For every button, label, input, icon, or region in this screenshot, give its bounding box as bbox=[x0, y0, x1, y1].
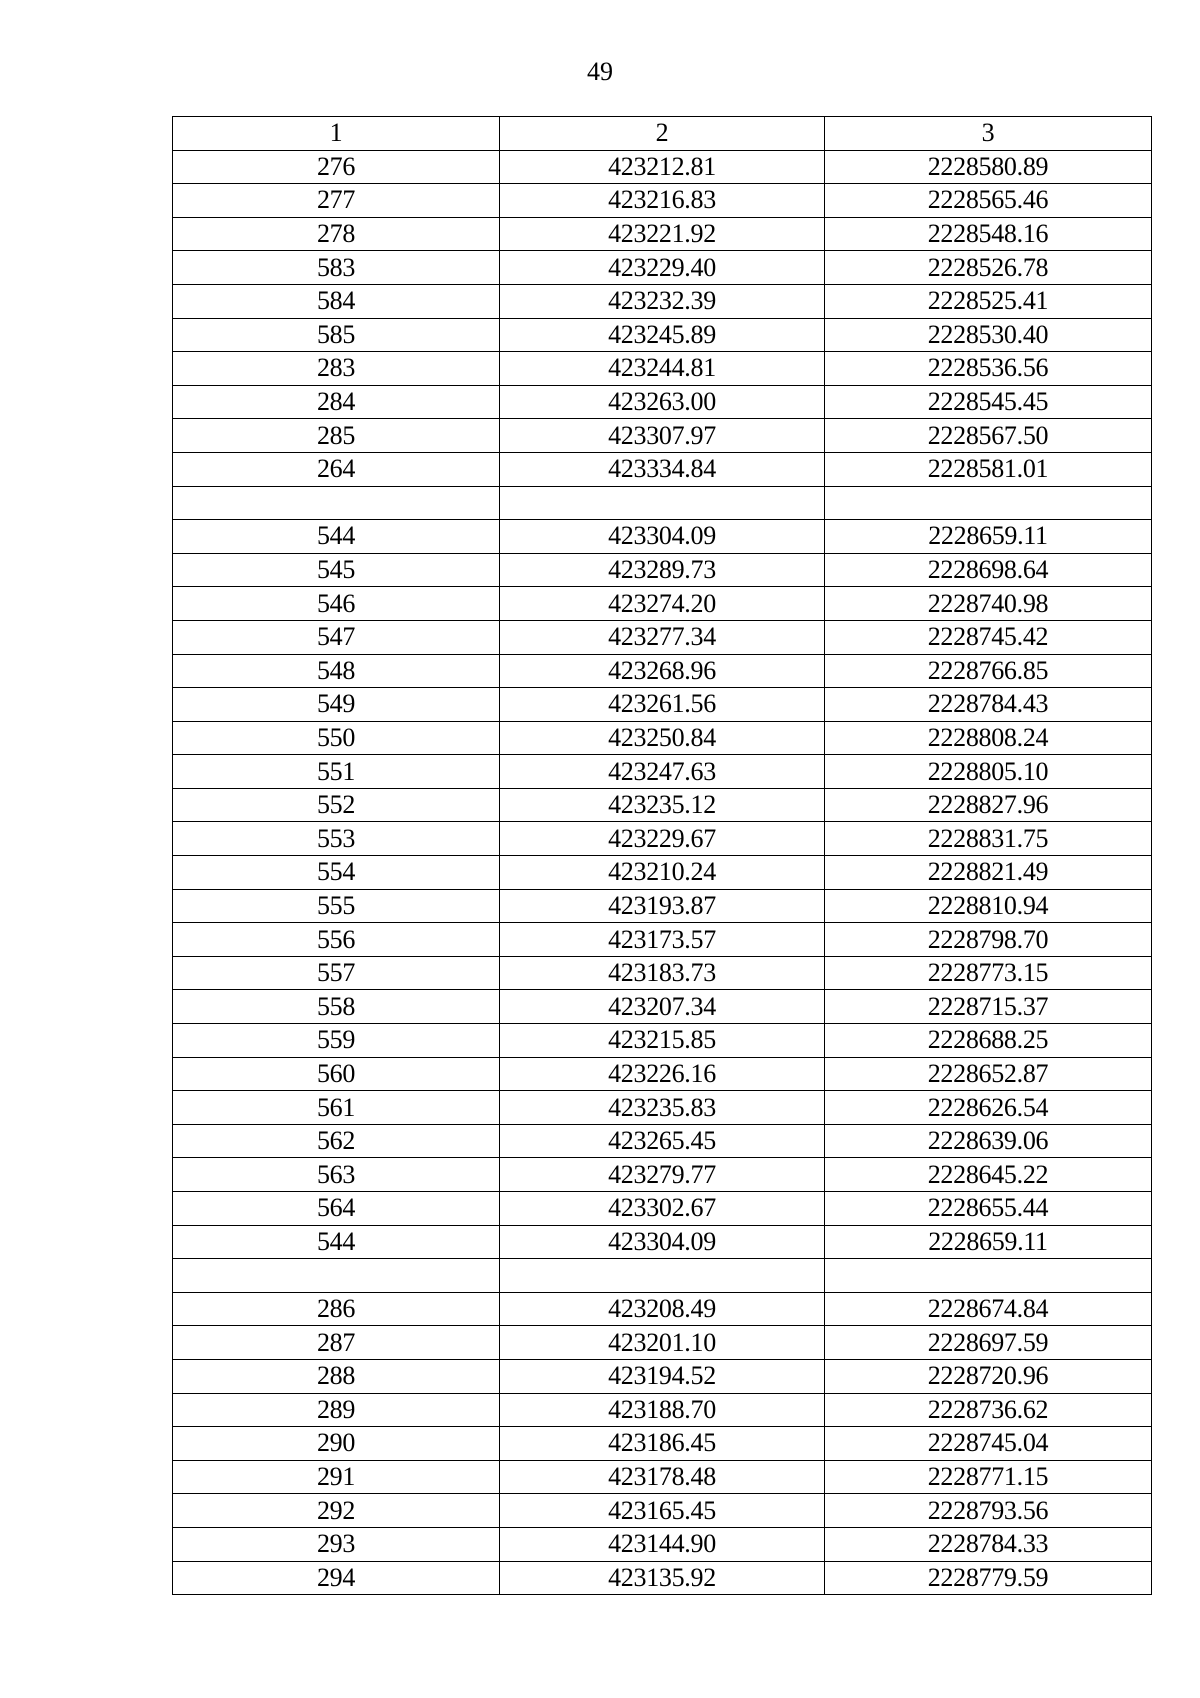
cell-point-number: 553 bbox=[173, 822, 500, 856]
cell-point-number: 544 bbox=[173, 520, 500, 554]
cell-point-number: 289 bbox=[173, 1393, 500, 1427]
cell-point-number: 585 bbox=[173, 318, 500, 352]
cell-x-coordinate: 423235.12 bbox=[500, 788, 825, 822]
cell-y-coordinate: 2228526.78 bbox=[825, 251, 1152, 285]
cell-y-coordinate: 2228645.22 bbox=[825, 1158, 1152, 1192]
cell-point-number: 291 bbox=[173, 1460, 500, 1494]
cell-x-coordinate: 423178.48 bbox=[500, 1460, 825, 1494]
table-row bbox=[173, 1359, 1152, 1393]
page-number: 49 bbox=[587, 57, 613, 86]
cell-y-coordinate: 2228715.37 bbox=[825, 990, 1152, 1024]
cell-x-coordinate: 423135.92 bbox=[500, 1561, 825, 1595]
cell-point-number: 294 bbox=[173, 1561, 500, 1595]
coordinates-table bbox=[172, 116, 1152, 1595]
cell-x-coordinate: 423334.84 bbox=[500, 452, 825, 486]
cell-point-number: 558 bbox=[173, 990, 500, 1024]
cell-y-coordinate: 2228831.75 bbox=[825, 822, 1152, 856]
table-row bbox=[173, 1326, 1152, 1360]
cell-y-coordinate: 2228784.43 bbox=[825, 688, 1152, 722]
cell-x-coordinate: 423216.83 bbox=[500, 184, 825, 218]
table-row bbox=[173, 1225, 1152, 1259]
table-row bbox=[173, 822, 1152, 856]
cell-point-number: 555 bbox=[173, 889, 500, 923]
cell-x-coordinate: 423165.45 bbox=[500, 1494, 825, 1528]
table-row bbox=[173, 1292, 1152, 1326]
cell-point-number: 288 bbox=[173, 1359, 500, 1393]
table-row bbox=[173, 520, 1152, 554]
cell-point-number: 293 bbox=[173, 1527, 500, 1561]
table-row bbox=[173, 284, 1152, 318]
cell-x-coordinate: 423232.39 bbox=[500, 284, 825, 318]
cell-point-number: 584 bbox=[173, 284, 500, 318]
cell-x-coordinate bbox=[500, 486, 825, 520]
table-row bbox=[173, 923, 1152, 957]
cell-x-coordinate: 423277.34 bbox=[500, 620, 825, 654]
table-row bbox=[173, 251, 1152, 285]
cell-y-coordinate: 2228688.25 bbox=[825, 1024, 1152, 1058]
cell-y-coordinate: 2228740.98 bbox=[825, 587, 1152, 621]
table-header-row bbox=[173, 117, 1152, 151]
cell-x-coordinate: 423212.81 bbox=[500, 150, 825, 184]
table-row bbox=[173, 352, 1152, 386]
cell-x-coordinate: 423279.77 bbox=[500, 1158, 825, 1192]
cell-y-coordinate: 2228567.50 bbox=[825, 419, 1152, 453]
cell-y-coordinate bbox=[825, 1259, 1152, 1293]
table-row bbox=[173, 1494, 1152, 1528]
table-row bbox=[173, 1427, 1152, 1461]
cell-x-coordinate: 423207.34 bbox=[500, 990, 825, 1024]
cell-y-coordinate: 2228674.84 bbox=[825, 1292, 1152, 1326]
table-row bbox=[173, 1460, 1152, 1494]
cell-y-coordinate: 2228821.49 bbox=[825, 856, 1152, 890]
cell-point-number: 285 bbox=[173, 419, 500, 453]
cell-x-coordinate: 423229.40 bbox=[500, 251, 825, 285]
cell-y-coordinate: 2228773.15 bbox=[825, 956, 1152, 990]
cell-point-number bbox=[173, 1259, 500, 1293]
cell-x-coordinate bbox=[500, 1259, 825, 1293]
cell-point-number: 561 bbox=[173, 1091, 500, 1125]
cell-y-coordinate: 2228798.70 bbox=[825, 923, 1152, 957]
cell-y-coordinate: 2228545.45 bbox=[825, 385, 1152, 419]
cell-x-coordinate: 423201.10 bbox=[500, 1326, 825, 1360]
cell-x-coordinate: 423208.49 bbox=[500, 1292, 825, 1326]
cell-y-coordinate: 2228639.06 bbox=[825, 1124, 1152, 1158]
cell-x-coordinate: 423304.09 bbox=[500, 1225, 825, 1259]
cell-point-number: 549 bbox=[173, 688, 500, 722]
table-row bbox=[173, 1561, 1152, 1595]
cell-point-number: 563 bbox=[173, 1158, 500, 1192]
cell-point-number: 551 bbox=[173, 755, 500, 789]
cell-y-coordinate: 2228745.42 bbox=[825, 620, 1152, 654]
table-row bbox=[173, 721, 1152, 755]
cell-x-coordinate: 423304.09 bbox=[500, 520, 825, 554]
cell-y-coordinate: 2228652.87 bbox=[825, 1057, 1152, 1091]
table-row bbox=[173, 1192, 1152, 1226]
cell-x-coordinate: 423244.81 bbox=[500, 352, 825, 386]
cell-y-coordinate: 2228720.96 bbox=[825, 1359, 1152, 1393]
table-row bbox=[173, 755, 1152, 789]
cell-point-number: 287 bbox=[173, 1326, 500, 1360]
cell-x-coordinate: 423263.00 bbox=[500, 385, 825, 419]
cell-x-coordinate: 423173.57 bbox=[500, 923, 825, 957]
cell-point-number: 290 bbox=[173, 1427, 500, 1461]
column-header-3: 3 bbox=[825, 117, 1152, 151]
table-row bbox=[173, 688, 1152, 722]
table-row bbox=[173, 217, 1152, 251]
table-row bbox=[173, 1158, 1152, 1192]
column-header-2: 2 bbox=[500, 117, 825, 151]
cell-y-coordinate: 2228530.40 bbox=[825, 318, 1152, 352]
table-row bbox=[173, 553, 1152, 587]
cell-point-number: 292 bbox=[173, 1494, 500, 1528]
cell-y-coordinate: 2228698.64 bbox=[825, 553, 1152, 587]
cell-y-coordinate: 2228659.11 bbox=[825, 520, 1152, 554]
cell-point-number: 547 bbox=[173, 620, 500, 654]
table-row bbox=[173, 620, 1152, 654]
cell-y-coordinate: 2228779.59 bbox=[825, 1561, 1152, 1595]
cell-y-coordinate: 2228565.46 bbox=[825, 184, 1152, 218]
table-row bbox=[173, 318, 1152, 352]
cell-point-number bbox=[173, 486, 500, 520]
cell-y-coordinate: 2228771.15 bbox=[825, 1460, 1152, 1494]
cell-point-number: 559 bbox=[173, 1024, 500, 1058]
cell-x-coordinate: 423226.16 bbox=[500, 1057, 825, 1091]
cell-point-number: 564 bbox=[173, 1192, 500, 1226]
table-row bbox=[173, 1393, 1152, 1427]
cell-y-coordinate: 2228784.33 bbox=[825, 1527, 1152, 1561]
cell-point-number: 554 bbox=[173, 856, 500, 890]
cell-x-coordinate: 423235.83 bbox=[500, 1091, 825, 1125]
table-row bbox=[173, 184, 1152, 218]
cell-x-coordinate: 423186.45 bbox=[500, 1427, 825, 1461]
cell-point-number: 276 bbox=[173, 150, 500, 184]
cell-x-coordinate: 423229.67 bbox=[500, 822, 825, 856]
cell-y-coordinate: 2228810.94 bbox=[825, 889, 1152, 923]
cell-y-coordinate: 2228697.59 bbox=[825, 1326, 1152, 1360]
table-row bbox=[173, 1057, 1152, 1091]
cell-x-coordinate: 423250.84 bbox=[500, 721, 825, 755]
cell-point-number: 264 bbox=[173, 452, 500, 486]
table-row bbox=[173, 385, 1152, 419]
column-header-1: 1 bbox=[173, 117, 500, 151]
cell-point-number: 556 bbox=[173, 923, 500, 957]
cell-x-coordinate: 423274.20 bbox=[500, 587, 825, 621]
cell-y-coordinate: 2228793.56 bbox=[825, 1494, 1152, 1528]
cell-x-coordinate: 423268.96 bbox=[500, 654, 825, 688]
cell-y-coordinate: 2228745.04 bbox=[825, 1427, 1152, 1461]
cell-point-number: 286 bbox=[173, 1292, 500, 1326]
cell-point-number: 557 bbox=[173, 956, 500, 990]
table-row bbox=[173, 788, 1152, 822]
cell-y-coordinate: 2228655.44 bbox=[825, 1192, 1152, 1226]
cell-point-number: 283 bbox=[173, 352, 500, 386]
table-row bbox=[173, 1091, 1152, 1125]
cell-x-coordinate: 423261.56 bbox=[500, 688, 825, 722]
cell-x-coordinate: 423307.97 bbox=[500, 419, 825, 453]
cell-point-number: 544 bbox=[173, 1225, 500, 1259]
cell-point-number: 546 bbox=[173, 587, 500, 621]
table-row bbox=[173, 654, 1152, 688]
cell-x-coordinate: 423302.67 bbox=[500, 1192, 825, 1226]
table-row bbox=[173, 587, 1152, 621]
table-row-separator bbox=[173, 1259, 1152, 1293]
table-row bbox=[173, 990, 1152, 1024]
cell-point-number: 548 bbox=[173, 654, 500, 688]
cell-x-coordinate: 423144.90 bbox=[500, 1527, 825, 1561]
cell-x-coordinate: 423265.45 bbox=[500, 1124, 825, 1158]
cell-x-coordinate: 423215.85 bbox=[500, 1024, 825, 1058]
cell-x-coordinate: 423210.24 bbox=[500, 856, 825, 890]
cell-y-coordinate: 2228525.41 bbox=[825, 284, 1152, 318]
cell-point-number: 560 bbox=[173, 1057, 500, 1091]
table-row bbox=[173, 1527, 1152, 1561]
table-row bbox=[173, 956, 1152, 990]
table-row-separator bbox=[173, 486, 1152, 520]
cell-point-number: 284 bbox=[173, 385, 500, 419]
cell-x-coordinate: 423194.52 bbox=[500, 1359, 825, 1393]
cell-y-coordinate: 2228536.56 bbox=[825, 352, 1152, 386]
table-row bbox=[173, 150, 1152, 184]
cell-point-number: 552 bbox=[173, 788, 500, 822]
cell-x-coordinate: 423188.70 bbox=[500, 1393, 825, 1427]
cell-point-number: 550 bbox=[173, 721, 500, 755]
cell-point-number: 545 bbox=[173, 553, 500, 587]
cell-y-coordinate bbox=[825, 486, 1152, 520]
cell-x-coordinate: 423193.87 bbox=[500, 889, 825, 923]
table-row bbox=[173, 452, 1152, 486]
cell-y-coordinate: 2228736.62 bbox=[825, 1393, 1152, 1427]
cell-x-coordinate: 423221.92 bbox=[500, 217, 825, 251]
table-body bbox=[173, 150, 1152, 1595]
cell-y-coordinate: 2228805.10 bbox=[825, 755, 1152, 789]
cell-x-coordinate: 423245.89 bbox=[500, 318, 825, 352]
cell-y-coordinate: 2228626.54 bbox=[825, 1091, 1152, 1125]
cell-point-number: 277 bbox=[173, 184, 500, 218]
cell-y-coordinate: 2228548.16 bbox=[825, 217, 1152, 251]
cell-point-number: 583 bbox=[173, 251, 500, 285]
table-row bbox=[173, 419, 1152, 453]
cell-x-coordinate: 423183.73 bbox=[500, 956, 825, 990]
cell-point-number: 562 bbox=[173, 1124, 500, 1158]
table-row bbox=[173, 1124, 1152, 1158]
table-row bbox=[173, 1024, 1152, 1058]
cell-y-coordinate: 2228766.85 bbox=[825, 654, 1152, 688]
cell-y-coordinate: 2228580.89 bbox=[825, 150, 1152, 184]
cell-y-coordinate: 2228808.24 bbox=[825, 721, 1152, 755]
cell-x-coordinate: 423247.63 bbox=[500, 755, 825, 789]
cell-x-coordinate: 423289.73 bbox=[500, 553, 825, 587]
cell-y-coordinate: 2228827.96 bbox=[825, 788, 1152, 822]
cell-point-number: 278 bbox=[173, 217, 500, 251]
cell-y-coordinate: 2228581.01 bbox=[825, 452, 1152, 486]
cell-y-coordinate: 2228659.11 bbox=[825, 1225, 1152, 1259]
table-row bbox=[173, 889, 1152, 923]
table-row bbox=[173, 856, 1152, 890]
